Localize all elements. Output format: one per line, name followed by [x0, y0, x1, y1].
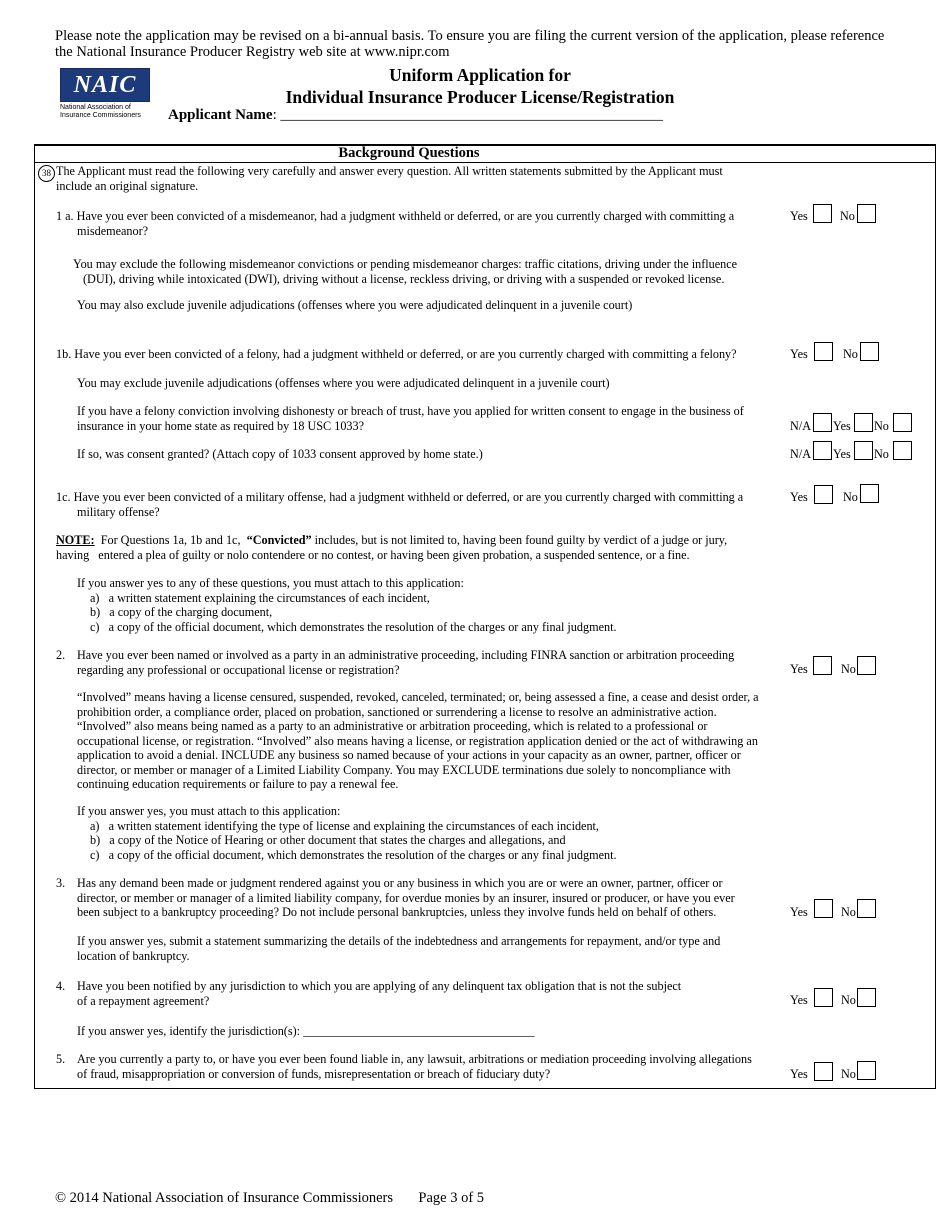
revision-note: Please note the application may be revised on a bi-annual basis. To ensure you are filing the current version of the application, please reference the National Insurance Producer Registry web site at www.nipr.com — [55, 28, 885, 60]
q4-yes-label: Yes — [790, 993, 808, 1007]
q1b-yes-label: Yes — [790, 347, 808, 361]
q1c-no-checkbox[interactable] — [860, 484, 879, 503]
applicant-name-field[interactable] — [168, 107, 663, 124]
q3-no-label: No — [841, 905, 856, 919]
q3-text: Has any demand been made or judgment rendered against you or any business in which you are or were an owner, partner, officer or director, or member or manager of a limited liability company, for overdue monies by an insurer, insured or producer, or have you ever been subject to a bankruptcy proceeding? Do not include personal bankruptcies, unless they involve funds held on behalf of others. — [77, 876, 735, 919]
q4-no-checkbox[interactable] — [857, 988, 876, 1007]
q1b-juvenile-exclusion: You may exclude juvenile adjudications (offenses where you were adjudicated delinquent in a juvenile court) — [77, 376, 610, 390]
q1c-no-label: No — [843, 490, 858, 504]
q1c-text: 1c. Have you ever been convicted of a military offense, had a judgment withheld or deferred, or are you currently charged with committing a military offense? — [56, 490, 744, 519]
q2-attachment-instructions: If you answer yes, you must attach to this application: a) a written statement identifying the type of license and explaining the circumstances of each incident, b) a copy of the Notice of Hearing or other document that states the charges and allegations, and c) a copy of the official document, which demonstrates the resolution of the charges or any final judgment. — [77, 804, 777, 862]
q1b-text: 1b. Have you ever been convicted of a felony, had a judgment withheld or deferred, or are you currently charged with committing a felony? — [56, 347, 737, 361]
q1b-consent-yes-label: Yes — [833, 419, 851, 433]
q1b-granted-na-label: N/A — [790, 447, 811, 461]
q1a-juvenile-exclusion: You may also exclude juvenile adjudications (offenses where you were adjudicated delinquent in a juvenile court) — [77, 298, 633, 312]
page-footer: © 2014 National Association of Insurance Commissioners Page 3 of 5 — [55, 1190, 485, 1206]
q1b-granted-yes-label: Yes — [833, 447, 851, 461]
q2-yes-label: Yes — [790, 662, 808, 676]
q5-yes-checkbox[interactable] — [814, 1062, 833, 1081]
q5-no-label: No — [841, 1067, 856, 1081]
list-item: c) a copy of the official document, which demonstrates the resolution of the charges or any final judgment. — [90, 619, 617, 634]
q1b-granted-no-checkbox[interactable] — [893, 441, 912, 460]
q3-no-checkbox[interactable] — [857, 899, 876, 918]
q1b-consent-na-checkbox[interactable] — [813, 413, 832, 432]
list-item: a) a written statement identifying the type of license and explaining the circumstances of each incident, — [90, 818, 599, 833]
q2-yes-checkbox[interactable] — [813, 656, 832, 675]
list-item: b) a copy of the Notice of Hearing or other document that states the charges and allegations, and — [90, 833, 566, 847]
q1a-no-checkbox[interactable] — [857, 204, 876, 223]
q1b-consent-yes-checkbox[interactable] — [854, 413, 873, 432]
q4-jurisdiction-field[interactable]: If you answer yes, identify the jurisdiction(s): ______________________________________ — [77, 1024, 535, 1038]
q1a-yes-checkbox[interactable] — [813, 204, 832, 223]
q1a-yes-label: Yes — [790, 209, 808, 223]
q1b-consent-no-checkbox[interactable] — [893, 413, 912, 432]
form-title: Uniform Application for Individual Insurance Producer License/Registration — [285, 65, 675, 107]
q1b-consent-granted-question: If so, was consent granted? (Attach copy of 1033 consent approved by home state.) — [77, 447, 483, 461]
q2-text: Have you ever been named or involved as a party in an administrative proceeding, including FINRA sanction or arbitration proceeding regarding any professional or occupational license or registration? — [77, 648, 735, 677]
q1a-no-label: No — [840, 209, 855, 223]
q1-attachment-instructions: If you answer yes to any of these questions, you must attach to this application: a) a written statement explaining the circumstances of each incident, b) a copy of the charging document, c) a copy of the official document, which demonstrates the resolution of the charges or any final judgment. — [77, 576, 777, 634]
q1b-consent-na-label: N/A — [790, 419, 811, 433]
q5-number: 5. — [56, 1052, 66, 1066]
q1b-consent-question: If you have a felony conviction involving dishonesty or breach of trust, have you applied for written consent to engage in the business of insurance in your home state as required by 18 USC 1033? — [77, 404, 744, 433]
q4-no-label: No — [841, 993, 856, 1007]
list-item: b) a copy of the charging document, — [90, 605, 273, 619]
q1b-consent-no-label: No — [874, 419, 889, 433]
list-item: c) a copy of the official document, which demonstrates the resolution of the charges or any final judgment. — [90, 847, 617, 862]
q1b-no-label: No — [843, 347, 858, 361]
q3-number: 3. — [56, 876, 66, 890]
q2-involved-definition: “Involved” means having a license censured, suspended, revoked, canceled, terminated; or, being assessed a fine, a cease and desist order, a prohibition order, a compliance order, placed on probation, sanctioned or surrendering a license to resolve an administrative action. “Involved” also means being named as a party to an administrative or arbitration proceeding, which is related to a professional or occupational license, or registration. “Involved” also means having a license, or registration application denied or the act of withdrawing an application to avoid a denial. INCLUDE any business so named because of your actions in your capacity as an owner, partner, officer or director, or member or manager of a Limited Liability Company. You may EXCLUDE terminations due solely to noncompliance with continuing education requirements or failure to pay a renewal fee. — [77, 690, 759, 791]
naic-logo-caption: National Association of Insurance Commissioners — [60, 104, 141, 119]
q2-no-label: No — [841, 662, 856, 676]
q2-number: 2. — [56, 648, 66, 662]
list-item: a) a written statement explaining the circumstances of each incident, — [90, 590, 430, 605]
conviction-note: NOTE: For Questions 1a, 1b and 1c, “Convicted” includes, but is not limited to, having been found guilty by verdict of a judge or jury, having entered a plea of guilty or nolo contendere or no contest, or having been given probation, a suspended sentence, or a fine. — [56, 533, 728, 562]
q1a-text: 1 a. Have you ever been convicted of a misdemeanor, had a judgment withheld or deferred, or are you currently charged with committing a misdemeanor? — [56, 209, 735, 238]
applicant-name-label: Applicant Name — [168, 107, 273, 123]
q1b-granted-yes-checkbox[interactable] — [854, 441, 873, 460]
q3-yes-checkbox[interactable] — [814, 899, 833, 918]
q3-yes-label: Yes — [790, 905, 808, 919]
q1b-no-checkbox[interactable] — [860, 342, 879, 361]
section-title-divider — [35, 162, 935, 163]
q2-no-checkbox[interactable] — [857, 656, 876, 675]
q1b-granted-no-label: No — [874, 447, 889, 461]
q5-no-checkbox[interactable] — [857, 1061, 876, 1080]
section-number-badge: 38 — [38, 165, 55, 182]
q1b-yes-checkbox[interactable] — [814, 342, 833, 361]
q4-yes-checkbox[interactable] — [814, 988, 833, 1007]
naic-logo-mark: NAIC — [60, 68, 150, 102]
q4-text: Have you been notified by any jurisdiction to which you are applying of any delinquent tax obligation that is not the subject of a repayment agreement? — [77, 979, 682, 1008]
q1c-yes-label: Yes — [790, 490, 808, 504]
q3-summary-instructions: If you answer yes, submit a statement summarizing the details of the indebtedness and arrangements for repayment, and/or type and location of bankruptcy. — [77, 934, 721, 963]
section-intro: The Applicant must read the following very carefully and answer every question. All written statements submitted by the Applicant must include an original signature. — [56, 164, 723, 193]
q5-yes-label: Yes — [790, 1067, 808, 1081]
naic-logo — [60, 68, 150, 124]
q1b-granted-na-checkbox[interactable] — [813, 441, 832, 460]
q1c-yes-checkbox[interactable] — [814, 485, 833, 504]
applicant-name-blank[interactable]: : ___________________________________________________ — [272, 107, 664, 123]
q1a-exclusions: You may exclude the following misdemeanor convictions or pending misdemeanor charges: traffic citations, driving under the influence (DUI), driving while intoxicated (DWI), driving without a license, reckless driving, or driving with a suspended or revoked license. — [73, 257, 738, 286]
q5-text: Are you currently a party to, or have you ever been found liable in, any lawsuit, arbitrations or mediation proceeding involving allegations of fraud, misappropriation or conversion of funds, misrepresentation or breach of fiduciary duty? — [77, 1052, 752, 1081]
q4-number: 4. — [56, 979, 66, 993]
section-title: Background Questions — [338, 145, 480, 161]
